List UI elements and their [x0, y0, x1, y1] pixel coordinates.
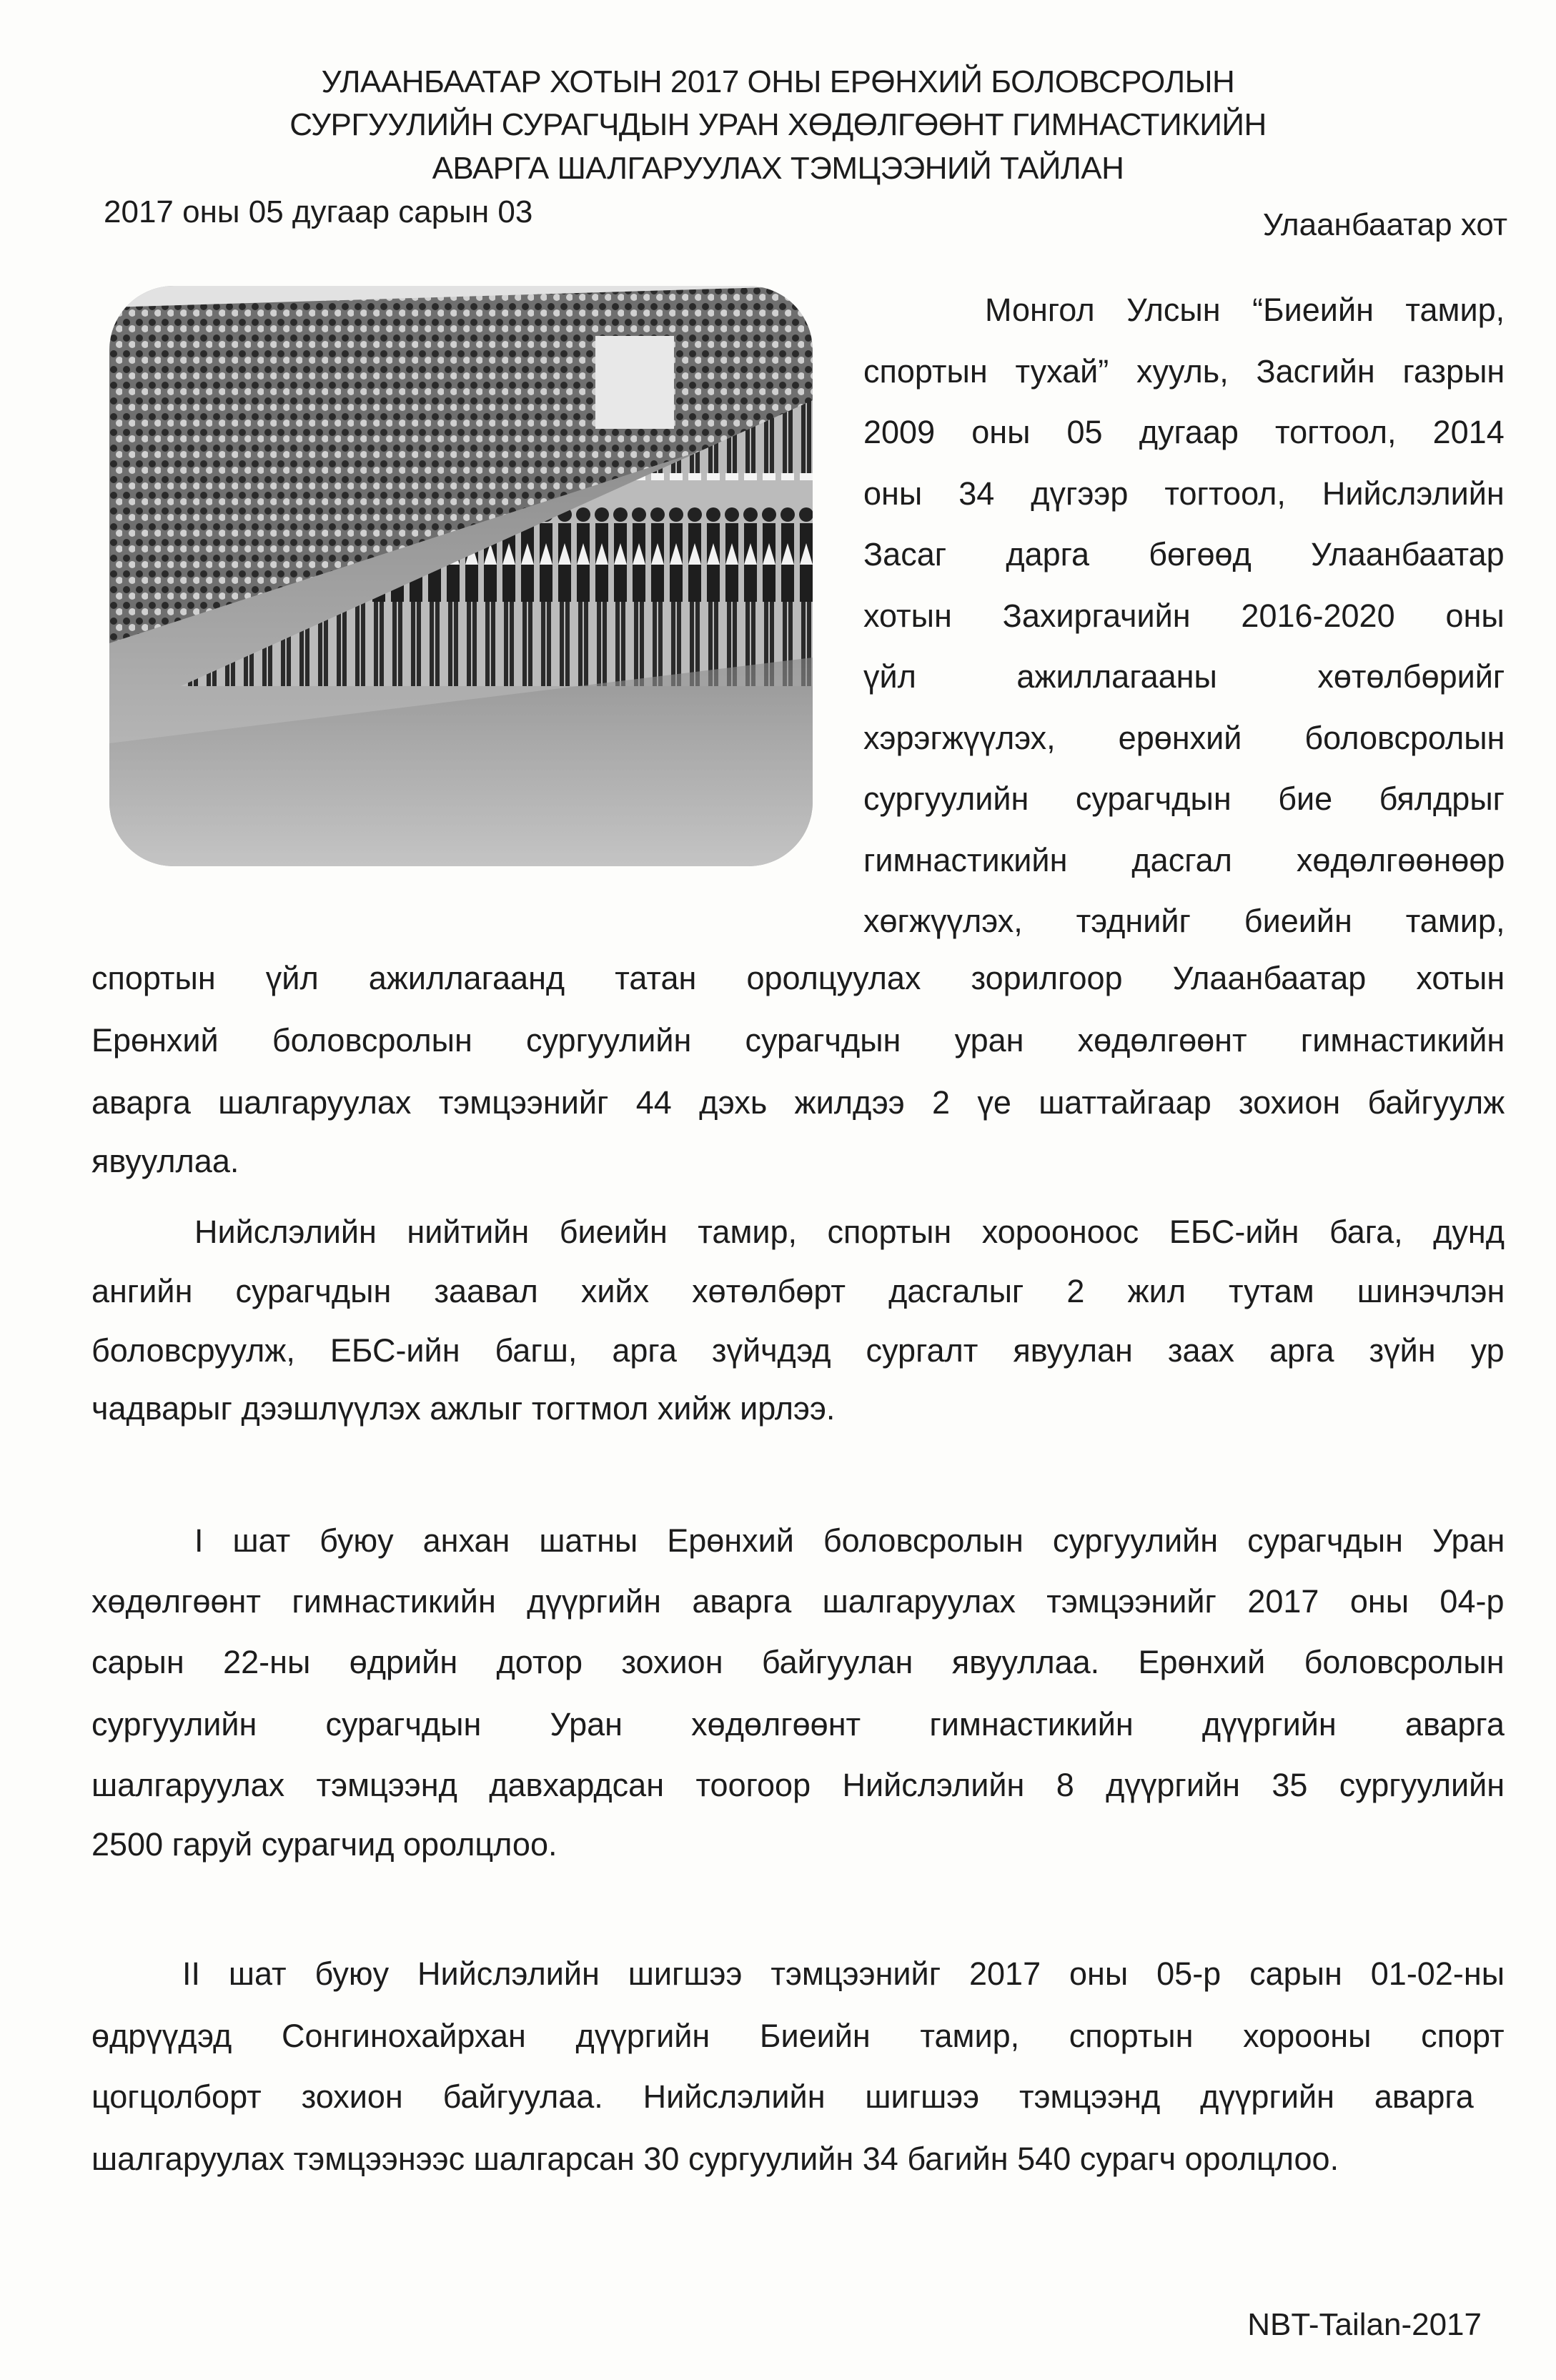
paragraph-line: спортын үйл ажиллагаанд татан оролцуулах зорилгоор Улаанбаатар хотын [91, 960, 1505, 996]
paragraph-line: оны 34 дүгээр тогтоол, Нийслэлийн [863, 475, 1505, 512]
report-city: Улаанбаатар хот [1262, 207, 1507, 242]
paragraph-line: явууллаа. [91, 1143, 239, 1179]
paragraph-line: хөдөлгөөнт гимнастикийн дүүргийн аварга шалгаруулах тэмцээнийг 2017 оны 04-р [91, 1583, 1505, 1620]
paragraph-line: Нийслэлийн нийтийн биеийн тамир, спортын хорооноос ЕБС-ийн бага, дунд [194, 1214, 1505, 1250]
paragraph-line: боловсруулж, ЕБС-ийн багш, арга зүйчдэд сургалт явуулан заах арга зүйн ур [91, 1332, 1505, 1369]
paragraph-line: I шат буюу анхан шатны Ерөнхий боловсролын сургуулийн сурагчдын Уран [194, 1522, 1505, 1559]
paragraph-line: чадварыг дээшлүүлэх ажлыг тогтмол хийж ирлээ. [91, 1390, 836, 1427]
title-line: СУРГУУЛИЙН СУРАГЧДЫН УРАН ХӨДӨЛГӨӨНТ ГИМНАСТИКИЙН [289, 107, 1267, 142]
paragraph-line: хөгжүүлэх, тэднийг биеийн тамир, [863, 903, 1505, 939]
paragraph-line: Монгол Улсын “Биеийн тамир, [985, 292, 1505, 328]
paragraph-line: шалгаруулах тэмцээнд давхардсан тоогоор Нийслэлийн 8 дүүргийн 35 сургуулийн [91, 1767, 1505, 1803]
event-photo [109, 286, 813, 866]
document-footer: NBT-Tailan-2017 [1247, 2307, 1482, 2342]
title-line: АВАРГА ШАЛГАРУУЛАХ ТЭМЦЭЭНИЙ ТАЙЛАН [432, 151, 1124, 186]
title-line: УЛААНБААТАР ХОТЫН 2017 ОНЫ ЕРӨНХИЙ БОЛОВСРОЛЫН [321, 64, 1235, 99]
paragraph-line: 2500 гаруй сурагчид оролцлоо. [91, 1826, 558, 1863]
paragraph-line: сургуулийн сурагчдын Уран хөдөлгөөнт гимнастикийн дүүргийн аварга [91, 1706, 1505, 1742]
paragraph-line: аварга шалгаруулах тэмцээнийг 44 дэхь жилдээ 2 үе шаттайгаар зохион байгуулж [91, 1084, 1505, 1121]
paragraph-line: спортын тухай” хууль, Засгийн газрын [863, 352, 1505, 390]
paragraph-line: ангийн сурагчдын заавал хийх хөтөлбөрт дасгалыг 2 жил тутам шинэчлэн [91, 1273, 1505, 1309]
paragraph-line: хэрэгжүүлэх, ерөнхий боловсролын [863, 719, 1505, 756]
paragraph-line: гимнастикийн дасгал хөдөлгөөнөөр [863, 841, 1505, 878]
paragraph-line: II шат буюу Нийслэлийн шигшээ тэмцээнийг 2017 оны 05-р сарын 01-02-ны [182, 1955, 1505, 1992]
gymnastics-opening-ceremony-image [109, 286, 813, 866]
paragraph-line: үйл ажиллагааны хөтөлбөрийг [863, 658, 1505, 695]
paragraph-line: Засаг дарга бөгөөд Улаанбаатар [863, 536, 1505, 572]
paragraph-line: шалгаруулах тэмцээнээс шалгарсан 30 сургуулийн 34 багийн 540 сурагч оролцлоо. [91, 2141, 1339, 2177]
paragraph-line: цогцолборт зохион байгуулаа. Нийслэлийн шигшээ тэмцээнд дүүргийн аварга [91, 2078, 1474, 2115]
paragraph-line: сургуулийн сурагчдын бие бялдрыг [863, 780, 1505, 817]
paragraph-line: хотын Захиргачийн 2016-2020 оны [863, 597, 1505, 634]
paragraph-line: сарын 22-ны өдрийн дотор зохион байгуулан явууллаа. Ерөнхий боловсролын [91, 1644, 1505, 1680]
paragraph-line: 2009 оны 05 дугаар тогтоол, 2014 [863, 414, 1505, 450]
report-date: 2017 оны 05 дугаар сарын 03 [104, 194, 533, 229]
paragraph-line: Ерөнхий боловсролын сургуулийн сурагчдын уран хөдөлгөөнт гимнастикийн [91, 1022, 1505, 1058]
paragraph-line: өдрүүдэд Сонгинохайрхан дүүргийн Биеийн тамир, спортын хорооны спорт [91, 2018, 1505, 2054]
